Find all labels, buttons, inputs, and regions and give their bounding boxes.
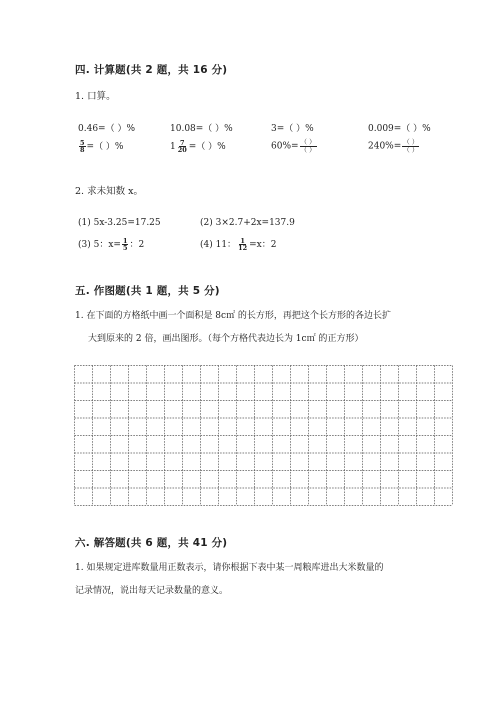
oral-calc-item: 1 $\frac{7}{20}$ =（ ）%	[170, 138, 226, 154]
equation-item: (2) 3×2.7+2x=137.9	[200, 218, 295, 228]
oral-calc-item: $\frac{5}{8}$ =（ ）%	[80, 138, 124, 154]
section-5-title: 五. 作图题(共 1 题，共 5 分)	[75, 285, 220, 297]
drawing-question-text: 大到原来的 2 倍，画出图形。（每个方格代表边长为 1c㎡ 的正方形）	[88, 334, 364, 344]
question-1-label: 1. 口算。	[75, 91, 116, 102]
question-2-label: 2. 求未知数 x。	[75, 186, 143, 197]
oral-calc-item: 240%= $\frac{( )}{( )}$	[368, 138, 419, 154]
fraction-blank: $\frac{( )}{( )}$	[403, 138, 419, 154]
oral-calc-item: 3=（ ）%	[271, 124, 314, 134]
oral-calc-item: 0.009=（ ）%	[368, 124, 431, 134]
equation-item: (4) 11： $\frac{1}{12}$ =x：2	[200, 236, 277, 252]
fraction: $\frac{1}{5}$	[122, 236, 128, 252]
section-4-title: 四. 计算题(共 2 题，共 16 分)	[75, 64, 228, 76]
drawing-question-text: 1. 在下面的方格纸中画一个面积是 8c㎡ 的长方形，再把这个长方形的各边长扩	[75, 311, 391, 321]
equation-item: (1) 5x-3.25=17.25	[78, 218, 161, 228]
answer-question-text: 1. 如果规定进库数量用正数表示，请你根据下表中某一周粮库进出大米数量的	[75, 563, 384, 573]
fraction: $\frac{1}{12}$	[238, 236, 248, 252]
oral-calc-item: 60%= $\frac{( )}{( )}$	[271, 138, 316, 154]
oral-calc-item: 0.46=（ ）%	[78, 124, 135, 134]
answer-question-text: 记录情况，说出每天记录数量的意义。	[75, 586, 229, 596]
oral-calc-item: 10.08=（ ）%	[170, 124, 233, 134]
fraction: $\frac{7}{20}$	[177, 138, 187, 154]
section-6-title: 六. 解答题(共 6 题，共 41 分)	[75, 537, 228, 549]
grid-paper[interactable]	[74, 365, 453, 506]
equation-item: (3) 5：x= $\frac{1}{5}$ ：2	[78, 236, 145, 252]
fraction: $\frac{5}{8}$	[80, 138, 85, 154]
fraction-blank: $\frac{( )}{( )}$	[300, 138, 316, 154]
